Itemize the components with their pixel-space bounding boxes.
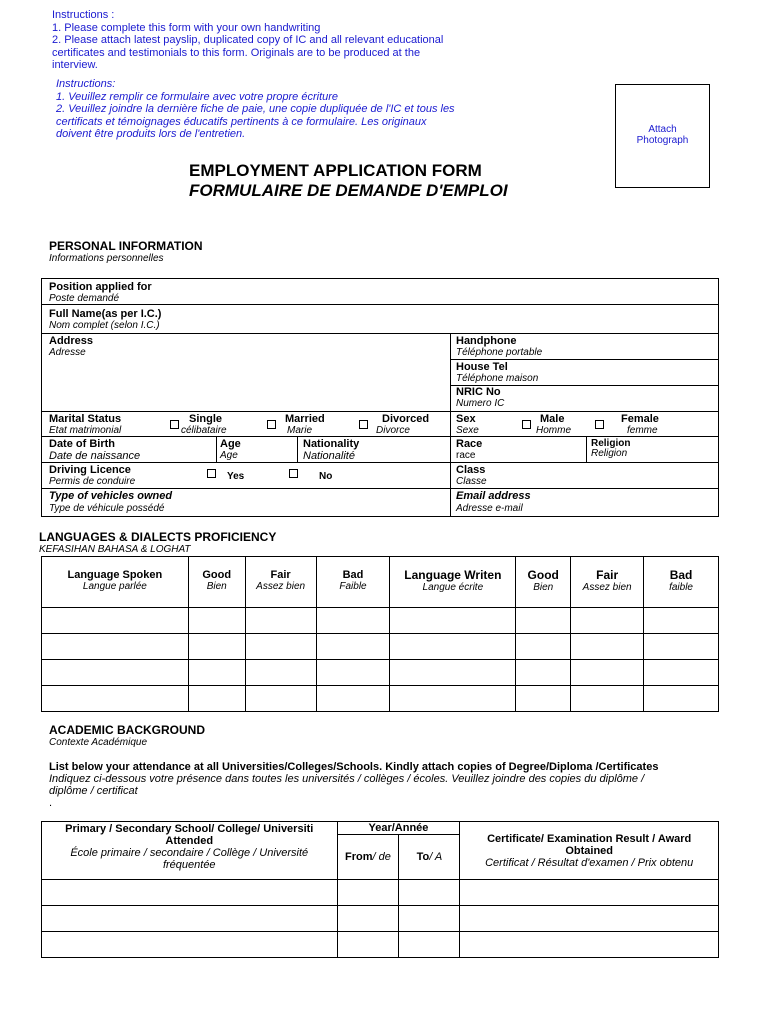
field-nric-fr: Numero IC xyxy=(456,398,505,409)
header-label: Fair xyxy=(270,569,291,581)
field-email: Email address xyxy=(456,490,531,502)
field-marital-fr: Etat matrimonial xyxy=(49,425,122,436)
header-cell xyxy=(644,557,719,608)
instruction-line: certificates and testimonials to this form. Originals are to be produced at the xyxy=(52,46,421,59)
header-cell xyxy=(245,557,316,608)
option-female-fr: femme xyxy=(627,425,658,436)
form-title: EMPLOYMENT APPLICATION FORM xyxy=(189,161,482,180)
field-race-fr: race xyxy=(456,450,476,461)
instructions-english xyxy=(52,9,443,72)
option-single: Single xyxy=(189,413,223,425)
header-cell xyxy=(399,835,460,880)
section-heading: ACADEMIC BACKGROUND xyxy=(49,723,205,737)
field-address: Address xyxy=(49,335,94,347)
header-label-fr: Bien xyxy=(206,581,227,592)
option-single-fr: célibataire xyxy=(181,425,227,436)
header-cell xyxy=(390,557,516,608)
header-label: From xyxy=(345,851,373,863)
instruction-line: doivent être produits lors de l'entretien. xyxy=(56,128,246,140)
checkbox-single[interactable] xyxy=(170,420,179,429)
languages-table xyxy=(41,556,719,712)
field-position: Position applied for xyxy=(49,281,152,293)
table-header-row xyxy=(42,557,719,608)
header-label: Fair xyxy=(596,568,619,582)
field-dob-fr: Date de naissance xyxy=(49,450,141,462)
header-label-fr: Faible xyxy=(339,581,367,592)
table-row[interactable] xyxy=(42,686,719,712)
header-label-fr: Langue parlée xyxy=(82,581,147,592)
header-label: Primary / Secondary School/ College/ Universiti xyxy=(65,823,314,835)
field-sex: Sex xyxy=(456,413,476,425)
option-divorced-fr: Divorce xyxy=(376,425,410,436)
field-nationality-fr: Nationalité xyxy=(303,450,355,462)
option-yes: Yes xyxy=(227,471,245,482)
table-row[interactable] xyxy=(42,608,719,634)
academic-instruction-fr: diplôme / certificat xyxy=(49,785,138,797)
field-class-fr: Classe xyxy=(456,476,487,487)
option-female: Female xyxy=(621,413,659,425)
table-row[interactable] xyxy=(42,660,719,686)
field-address-fr: Adresse xyxy=(49,347,86,358)
field-age-fr: Age xyxy=(220,450,238,461)
header-label: Year/Année xyxy=(368,822,429,834)
option-married: Married xyxy=(285,413,325,425)
instruction-line: certificats et témoignages éducatifs pertinents à ce formulaire. Les originaux xyxy=(56,115,427,128)
header-cell xyxy=(460,822,719,880)
table-row[interactable] xyxy=(42,932,719,958)
table-row[interactable] xyxy=(42,634,719,660)
field-licence-fr: Permis de conduire xyxy=(49,476,136,487)
header-label: Good xyxy=(202,569,232,581)
instructions-heading: Instructions: xyxy=(56,78,116,90)
header-cell xyxy=(42,822,338,880)
field-housetel: House Tel xyxy=(456,361,508,373)
field-fullname: Full Name(as per I.C.) xyxy=(49,308,162,320)
header-label-fr: fréquentée xyxy=(162,859,216,871)
header-label-fr: Bien xyxy=(533,582,554,593)
header-cell xyxy=(316,557,390,608)
header-cell xyxy=(516,557,571,608)
checkbox-licence-no[interactable] xyxy=(289,469,298,478)
header-cell xyxy=(571,557,644,608)
field-nric: NRIC No xyxy=(456,386,501,398)
table-row[interactable] xyxy=(42,906,719,932)
option-male-fr: Homme xyxy=(536,425,572,436)
checkbox-married[interactable] xyxy=(267,420,276,429)
header-label: Bad xyxy=(342,569,364,581)
option-no: No xyxy=(319,471,333,482)
header-label: Good xyxy=(527,568,559,582)
section-subheading: Informations personnelles xyxy=(49,253,164,264)
field-religion: Religion xyxy=(591,438,631,449)
header-label-fr: École primaire / secondaire / Collège / Université xyxy=(70,847,309,859)
field-marital: Marital Status xyxy=(49,413,122,425)
header-label-fr: / A xyxy=(429,851,443,863)
photo-label: Photograph xyxy=(636,135,689,146)
table-row[interactable] xyxy=(42,880,719,906)
academic-dot: . xyxy=(49,797,53,809)
field-handphone-fr: Téléphone portable xyxy=(456,347,543,358)
field-vehicles: Type of vehicles owned xyxy=(49,490,173,502)
field-religion-fr: Religion xyxy=(591,448,628,459)
header-label-fr: Assez bien xyxy=(582,582,632,593)
option-married-fr: Marie xyxy=(287,425,313,436)
header-cell xyxy=(337,835,399,880)
option-divorced: Divorced xyxy=(382,413,430,425)
field-class: Class xyxy=(456,464,486,476)
header-label: To xyxy=(416,851,430,863)
form-title-french: FORMULAIRE DE DEMANDE D'EMPLOI xyxy=(189,181,508,200)
instruction-line: 1. Please complete this form with your own handwriting xyxy=(52,21,321,34)
field-handphone: Handphone xyxy=(456,335,517,347)
header-label-fr: faible xyxy=(669,582,693,593)
instruction-line: 1. Veuillez remplir ce formulaire avec votre propre écriture xyxy=(56,90,339,103)
header-label: Obtained xyxy=(565,844,614,857)
checkbox-male[interactable] xyxy=(522,420,531,429)
field-licence: Driving Licence xyxy=(49,464,131,476)
photo-box[interactable] xyxy=(615,84,710,188)
header-label: Certificate/ Examination Result / Award xyxy=(487,832,692,845)
field-fullname-fr: Nom complet (selon I.C.) xyxy=(49,320,160,331)
field-housetel-fr: Téléphone maison xyxy=(456,373,539,384)
header-cell xyxy=(337,822,460,835)
field-sex-fr: Sexe xyxy=(456,425,479,436)
header-label: Attended xyxy=(165,835,214,847)
header-label-fr: Certificat / Résultat d'examen / Prix obtenu xyxy=(485,856,694,869)
instruction-line: 2. Veuillez joindre la dernière fiche de paie, une copie dupliquée de l'IC et tous les xyxy=(56,103,455,115)
header-label-fr: Assez bien xyxy=(256,581,306,592)
instruction-line: interview. xyxy=(52,59,98,71)
academic-instruction: List below your attendance at all Universities/Colleges/Schools. Kindly attach copies of Degree/Diploma /Certificates xyxy=(49,761,659,773)
section-subheading: Contexte Académique xyxy=(49,737,148,748)
field-vehicles-fr: Type de véhicule possédé xyxy=(49,503,165,514)
section-heading: PERSONAL INFORMATION xyxy=(49,239,203,253)
section-heading: LANGUAGES & DIALECTS PROFICIENCY xyxy=(39,530,277,544)
instruction-line: 2. Please attach latest payslip, duplicated copy of IC and all relevant educational xyxy=(52,34,444,46)
table-header-row xyxy=(42,822,719,835)
header-label: Bad xyxy=(669,568,693,582)
photo-label: Attach xyxy=(648,124,677,135)
section-subheading: KEFASIHAN BAHASA & LOGHAT xyxy=(39,544,191,555)
field-nationality: Nationality xyxy=(303,438,360,450)
field-email-fr: Adresse e-mail xyxy=(456,503,523,514)
field-dob: Date of Birth xyxy=(49,438,115,450)
field-position-fr: Poste demandé xyxy=(49,293,120,304)
header-label: Language Writen xyxy=(404,568,502,582)
academic-instruction-fr: Indiquez ci-dessous votre présence dans toutes les universités / collèges / écoles. Veuillez joindre des copies du diplôme / xyxy=(49,773,645,785)
instructions-heading: Instructions : xyxy=(52,9,115,21)
field-race: Race xyxy=(456,438,483,450)
option-male: Male xyxy=(540,413,565,425)
checkbox-divorced[interactable] xyxy=(359,420,368,429)
header-label-fr: / de xyxy=(372,851,391,863)
header-cell xyxy=(42,557,189,608)
header-cell xyxy=(188,557,245,608)
header-label: Language Spoken xyxy=(67,569,163,581)
checkbox-licence-yes[interactable] xyxy=(207,469,216,478)
header-label-fr: Langue écrite xyxy=(422,582,484,593)
academic-table xyxy=(41,821,719,958)
field-age: Age xyxy=(220,438,241,450)
instructions-french xyxy=(56,78,455,141)
checkbox-female[interactable] xyxy=(595,420,604,429)
